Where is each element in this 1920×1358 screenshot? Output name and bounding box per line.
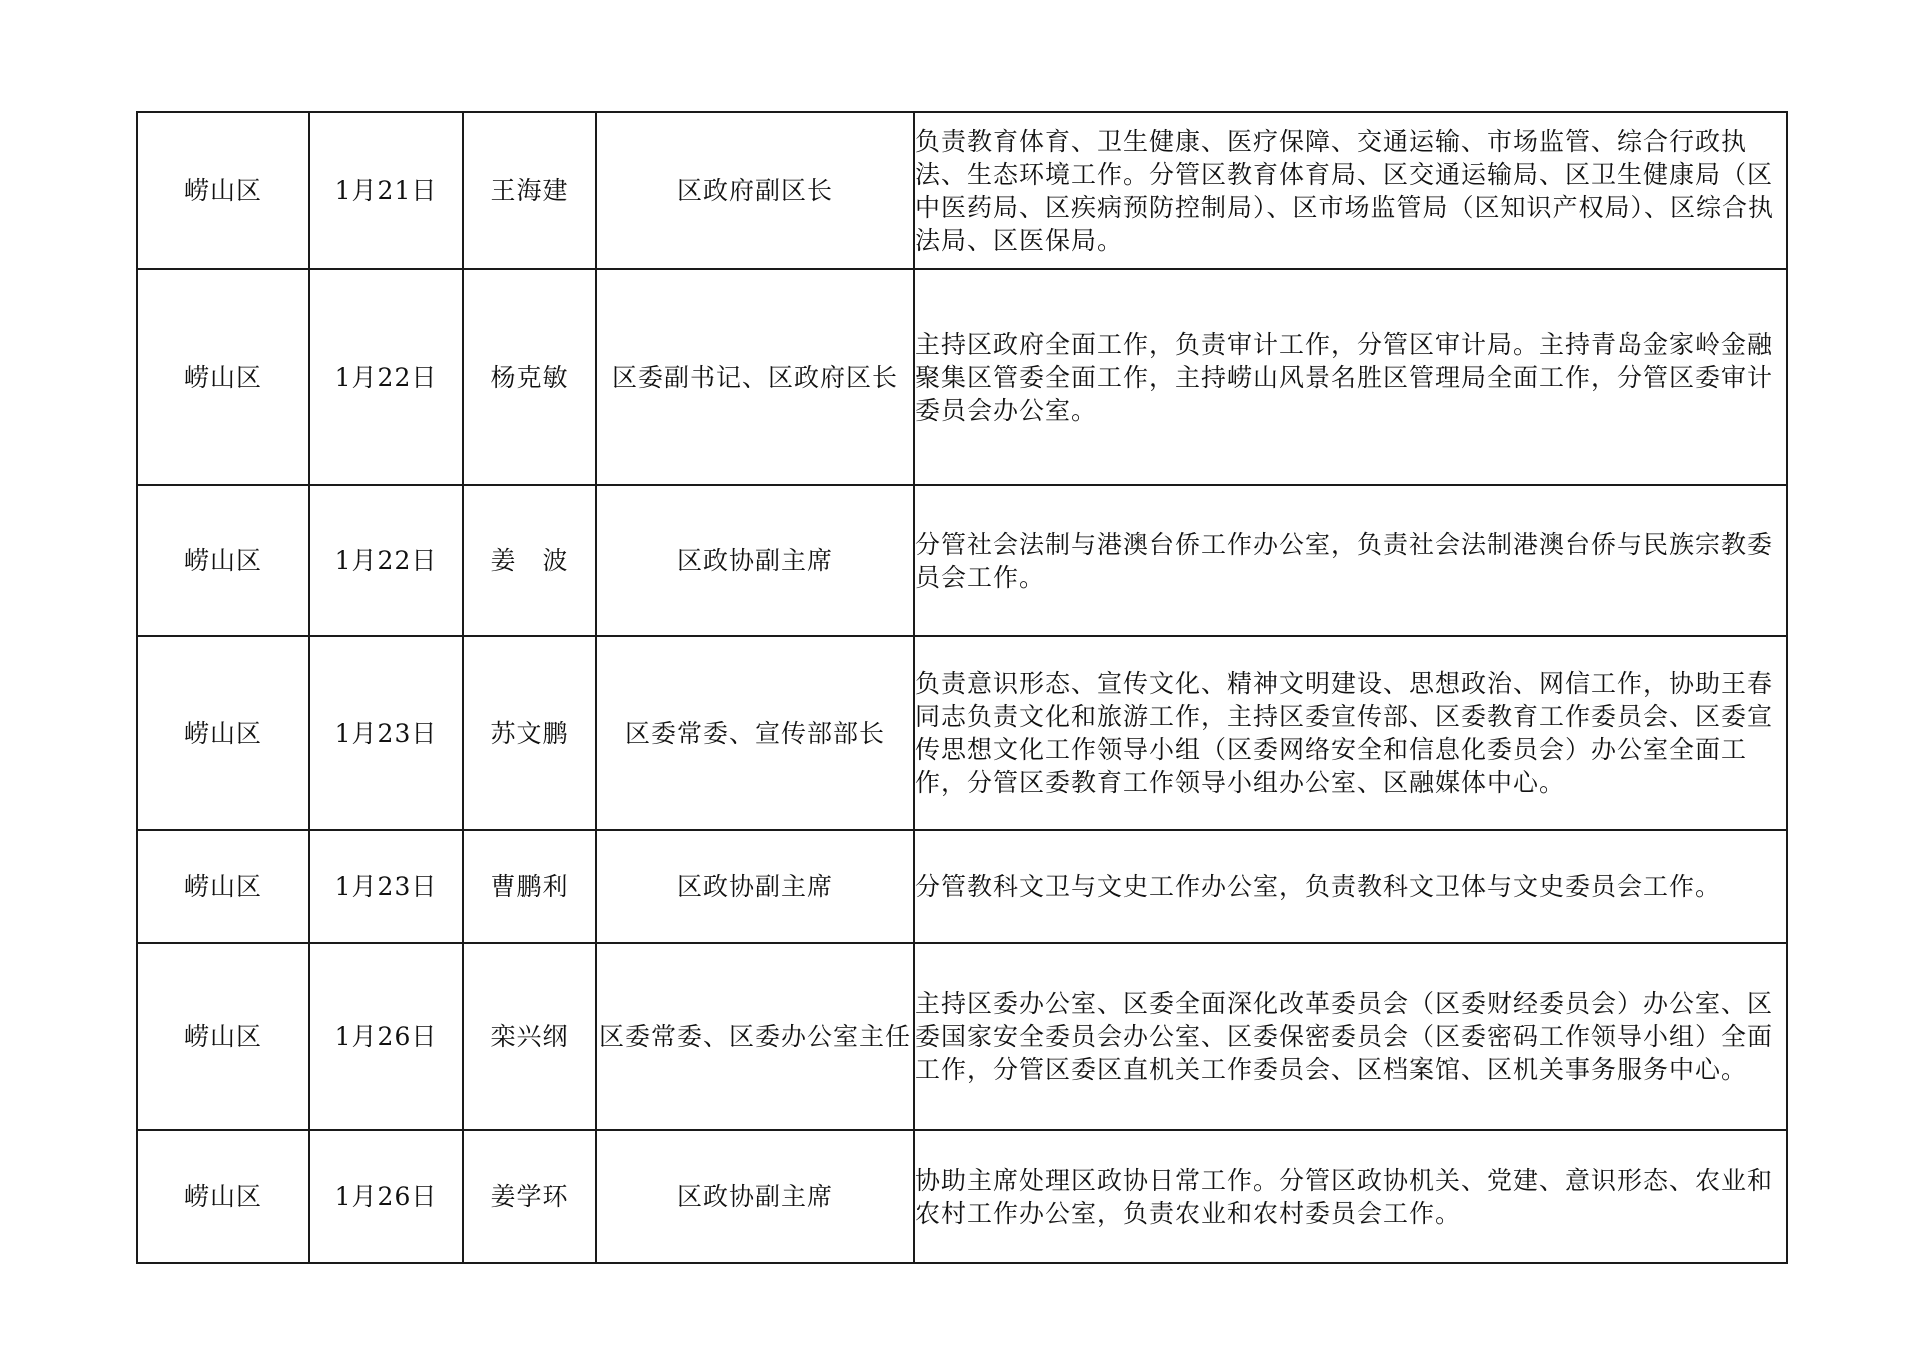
duties-cell: 协助主席处理区政协日常工作。分管区政协机关、党建、意识形态、农业和农村工作办公室，负责农业和农村委员会工作。 [914,1130,1787,1263]
district-cell: 崂山区 [137,830,309,943]
name-cell: 苏文鹏 [463,636,596,830]
district-cell: 崂山区 [137,943,309,1130]
name-cell: 姜学环 [463,1130,596,1263]
date-cell: 1月22日 [309,269,463,485]
position-cell: 区政协副主席 [596,830,914,943]
table-row [137,943,1787,1130]
name-cell: 杨克敏 [463,269,596,485]
date-cell: 1月23日 [309,830,463,943]
table-row [137,1130,1787,1263]
name-cell: 王海建 [463,112,596,269]
date-cell: 1月26日 [309,943,463,1130]
position-cell: 区政协副主席 [596,1130,914,1263]
name-cell: 姜 波 [463,485,596,636]
date-cell: 1月22日 [309,485,463,636]
leader-duties-table [136,111,1788,1264]
table-row [137,830,1787,943]
table-row [137,485,1787,636]
duties-cell: 主持区政府全面工作，负责审计工作，分管区审计局。主持青岛金家岭金融聚集区管委全面工作，主持崂山风景名胜区管理局全面工作，分管区委审计委员会办公室。 [914,269,1787,485]
district-cell: 崂山区 [137,485,309,636]
position-cell: 区委常委、宣传部部长 [596,636,914,830]
date-cell: 1月26日 [309,1130,463,1263]
position-cell: 区政协副主席 [596,485,914,636]
district-cell: 崂山区 [137,112,309,269]
position-cell: 区委常委、区委办公室主任 [596,943,914,1130]
duties-cell: 分管教科文卫与文史工作办公室，负责教科文卫体与文史委员会工作。 [914,830,1787,943]
name-cell: 栾兴纲 [463,943,596,1130]
table-row [137,112,1787,269]
table-row [137,269,1787,485]
name-cell: 曹鹏利 [463,830,596,943]
district-cell: 崂山区 [137,1130,309,1263]
duties-cell: 主持区委办公室、区委全面深化改革委员会（区委财经委员会）办公室、区委国家安全委员会办公室、区委保密委员会（区委密码工作领导小组）全面工作，分管区委区直机关工作委员会、区档案馆、区机关事务服务中心。 [914,943,1787,1130]
date-cell: 1月23日 [309,636,463,830]
duties-cell: 负责意识形态、宣传文化、精神文明建设、思想政治、网信工作，协助王春同志负责文化和旅游工作，主持区委宣传部、区委教育工作委员会、区委宣传思想文化工作领导小组（区委网络安全和信息化委员会）办公室全面工作，分管区委教育工作领导小组办公室、区融媒体中心。 [914,636,1787,830]
table-row [137,636,1787,830]
duties-cell: 分管社会法制与港澳台侨工作办公室，负责社会法制港澳台侨与民族宗教委员会工作。 [914,485,1787,636]
district-cell: 崂山区 [137,636,309,830]
position-cell: 区政府副区长 [596,112,914,269]
district-cell: 崂山区 [137,269,309,485]
duties-cell: 负责教育体育、卫生健康、医疗保障、交通运输、市场监管、综合行政执法、生态环境工作。分管区教育体育局、区交通运输局、区卫生健康局（区中医药局、区疾病预防控制局）、区市场监管局（区知识产权局）、区综合执法局、区医保局。 [914,112,1787,269]
date-cell: 1月21日 [309,112,463,269]
position-cell: 区委副书记、区政府区长 [596,269,914,485]
